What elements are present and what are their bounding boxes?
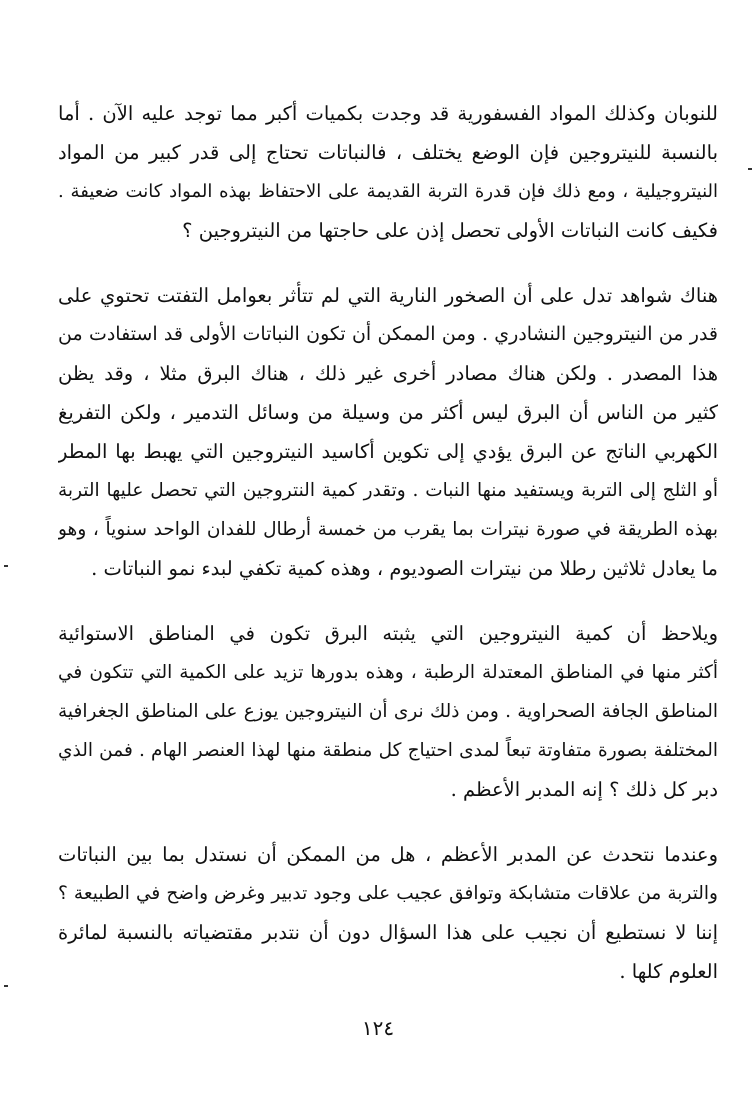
text-line: أكثر منها في المناطق المعتدلة الرطبة ، وهذه بدورها تزيد على الكمية التي تتكون في xyxy=(58,662,718,683)
scan-speck xyxy=(748,168,752,170)
text-line: بالنسبة للنيتروجين فإن الوضع يختلف ، فالنباتات تحتاج إلى قدر كبير من المواد xyxy=(58,141,718,164)
scan-speck xyxy=(4,565,8,567)
page-body xyxy=(58,94,718,991)
text-line: دبر كل ذلك ؟ إنه المدبر الأعظم . xyxy=(450,778,718,801)
text-line: ويلاحظ أن كمية النيتروجين التي يثبته البرق تكون في المناطق الاستوائية xyxy=(58,622,718,645)
text-line: الكهربي الناتج عن البرق يؤدي إلى تكوين أكاسيد النيتروجين التي يهبط بها المطر xyxy=(58,440,718,463)
page-number: ١٢٤ xyxy=(361,1016,395,1040)
text-line: النيتروجيلية ، ومع ذلك فإن قدرة التربة القديمة على الاحتفاظ بهذه المواد كانت ضعيفة . xyxy=(58,181,718,202)
text-line: هذا المصدر . ولكن هناك مصادر أخرى غير ذلك ، هناك البرق مثلا ، وقد يظن xyxy=(58,362,718,385)
scan-speck xyxy=(4,985,8,987)
paragraph-3 xyxy=(58,614,718,809)
text-line: إننا لا نستطيع أن نجيب على هذا السؤال دون أن نتدبر مقتضياته بالنسبة لمائرة xyxy=(58,921,718,944)
text-line: للنوبان وكذلك المواد الفسفورية قد وجدت بكميات أكبر مما توجد عليه الآن . أما xyxy=(58,102,718,125)
text-line: قدر من النيتروجين النشادري . ومن الممكن أن تكون النباتات الأولى قد استفادت من xyxy=(58,323,718,345)
text-line: والتربة من علاقات متشابكة وتوافق عجيب على وجود تدبير وغرض واضح في الطبيعة ؟ xyxy=(58,883,718,904)
text-line: العلوم كلها . xyxy=(619,960,718,983)
paragraph-2 xyxy=(58,276,718,588)
text-line: أو الثلج إلى التربة ويستفيد منها النبات . وتقدر كمية النتروجين التي تحصل عليها التربة xyxy=(58,480,718,501)
paragraph-1 xyxy=(58,94,718,250)
text-line: المناطق الجافة الصحراوية . ومن ذلك نرى أن النيتروجين يوزع على المناطق الجغرافية xyxy=(58,701,718,722)
text-line: فكيف كانت النباتات الأولى تحصل إذن على حاجتها من النيتروجين ؟ xyxy=(182,219,718,242)
text-line: هناك شواهد تدل على أن الصخور النارية التي لم تتأثر بعوامل التفتت تحتوي على xyxy=(58,284,718,307)
paragraph-4 xyxy=(58,835,718,991)
text-line: كثير من الناس أن البرق ليس أكثر من وسيلة من وسائل التدمير ، ولكن التفريغ xyxy=(58,401,718,424)
text-line: المختلفة بصورة متفاوتة تبعاً لمدى احتياج كل منطقة منها لهذا العنصر الهام . فمن الذي xyxy=(58,740,718,761)
text-line: ما يعادل ثلاثين رطلا من نيترات الصوديوم ، وهذه كمية تكفي لبدء نمو النباتات . xyxy=(91,557,718,580)
text-line: بهذه الطريقة في صورة نيترات بما يقرب من خمسة أرطال للفدان الواحد سنوياً ، وهو xyxy=(58,519,718,540)
text-line: وعندما نتحدث عن المدبر الأعظم ، هل من الممكن أن نستدل بما بين النباتات xyxy=(58,843,718,866)
